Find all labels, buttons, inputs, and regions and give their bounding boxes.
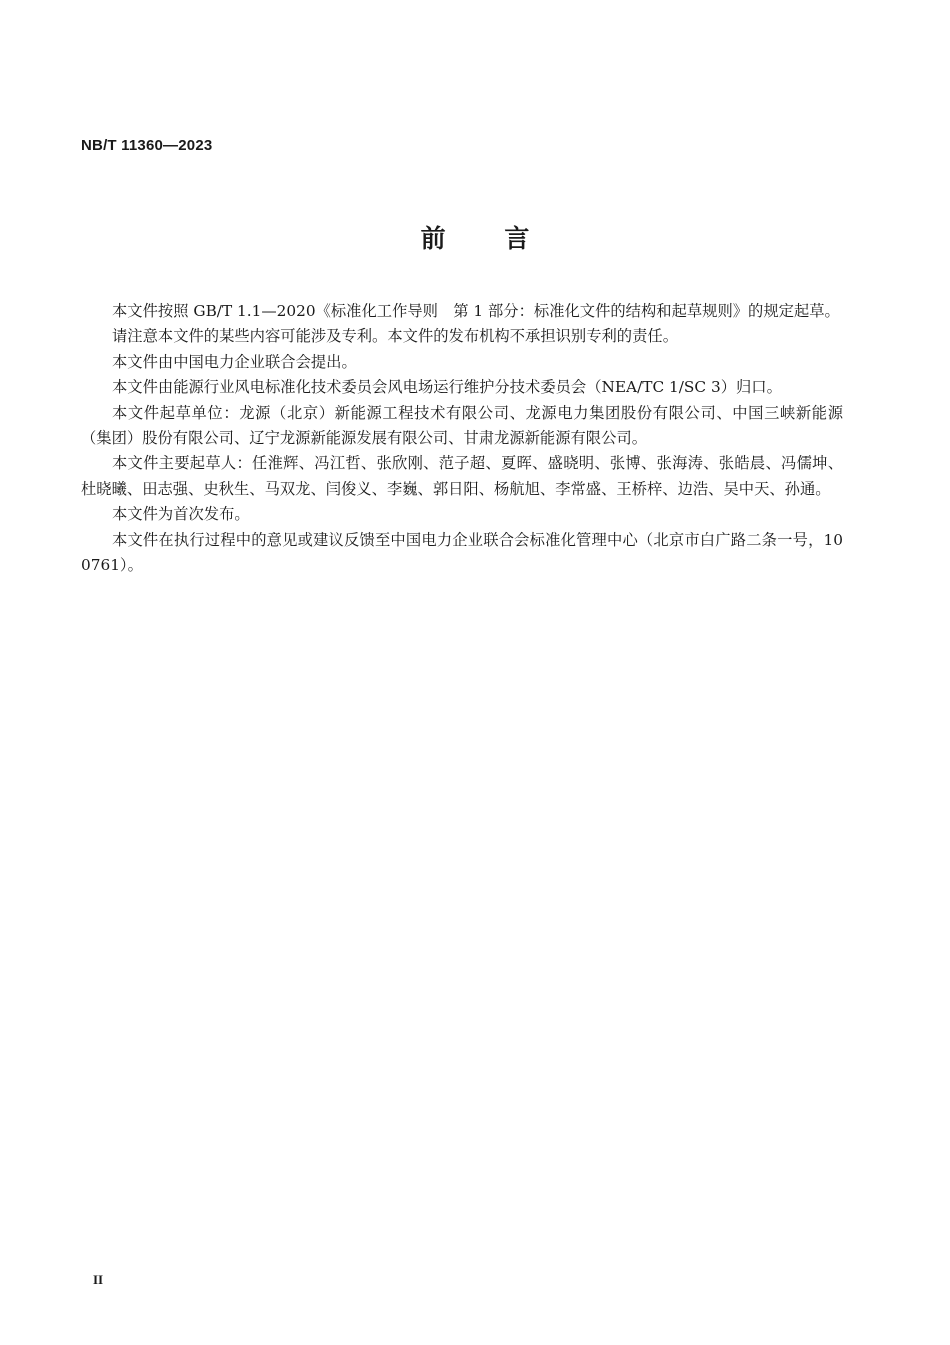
paragraph-first-release: 本文件为首次发布。 (112, 505, 250, 524)
foreword-body (81, 299, 843, 578)
page-title: 前 言 (420, 224, 530, 253)
paragraph-drafting-organizations: 本文件起草单位：龙源（北京）新能源工程技术有限公司、龙源电力集团股份有限公司、中国三峡新能源（集团）股份有限公司、辽宁龙源新能源发展有限公司、甘肃龙源新能源有限公司。 (81, 403, 843, 448)
document-code: NB/T 11360—2023 (81, 137, 213, 154)
paragraph-technical-committee: 本文件由能源行业风电标准化技术委员会风电场运行维护分技术委员会（NEA/TC 1/SC 3）归口。 (112, 378, 782, 397)
paragraph-patent-notice: 请注意本文件的某些内容可能涉及专利。本文件的发布机构不承担识别专利的责任。 (112, 327, 678, 346)
paragraph-drafters: 本文件主要起草人：任淮辉、冯江哲、张欣刚、范子超、夏晖、盛晓明、张博、张海涛、张皓晨、冯儒坤、杜晓曦、田志强、史秋生、马双龙、闫俊义、李巍、郭日阳、杨航旭、李常盛、王桥梓、边浩、吴中天、孙通。 (81, 454, 843, 498)
page-number: II (93, 1272, 104, 1287)
paragraph-proposer: 本文件由中国电力企业联合会提出。 (112, 352, 357, 371)
paragraph-drafting-basis: 本文件按照 GB/T 1.1—2020《标准化工作导则 第 1 部分：标准化文件的结构和起草规则》的规定起草。 (112, 302, 840, 320)
paragraph-feedback-contact: 本文件在执行过程中的意见或建议反馈至中国电力企业联合会标准化管理中心（北京市白广路二条一号，100761）。 (81, 530, 843, 575)
